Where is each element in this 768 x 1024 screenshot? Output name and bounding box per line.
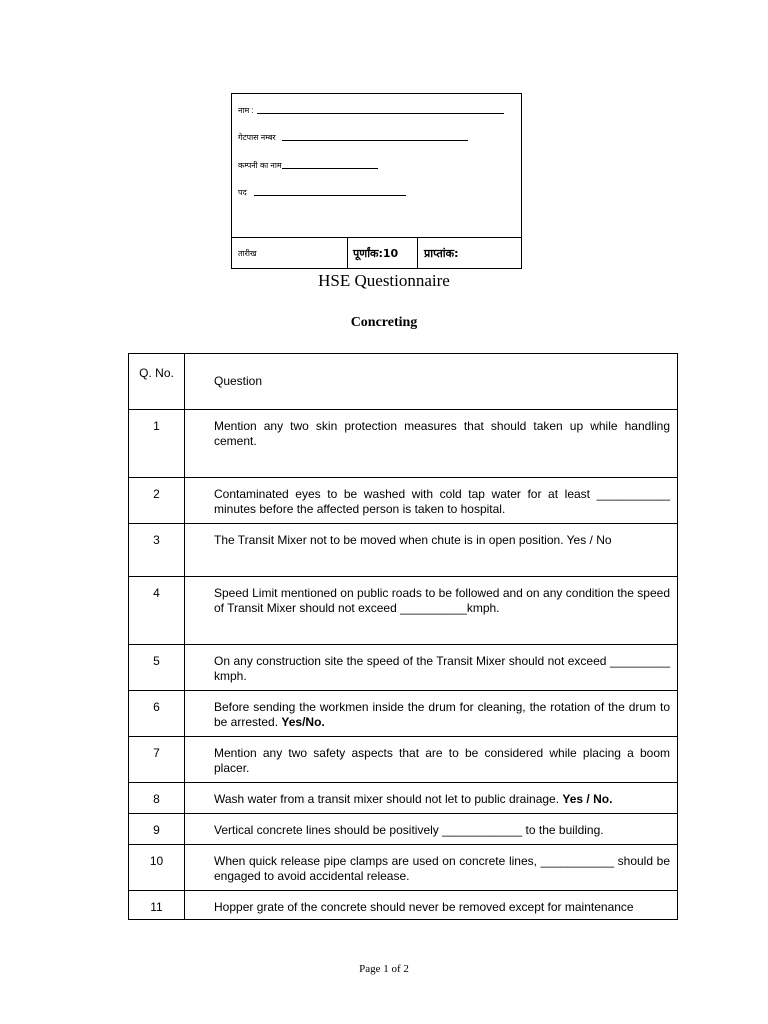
obtained-marks: प्राप्तांक: xyxy=(424,246,459,260)
table-header-row xyxy=(129,354,678,410)
question-text-main: Wash water from a transit mixer should not let to public drainage. xyxy=(214,792,560,806)
table-row xyxy=(129,691,678,737)
table-row xyxy=(129,783,678,814)
table-row xyxy=(129,524,678,577)
question-text-main: Before sending the workmen inside the drum for cleaning, the rotation of the drum to be arrested. xyxy=(214,700,670,729)
name-blank xyxy=(257,113,504,114)
section-title: Concreting xyxy=(350,315,418,330)
table-row xyxy=(129,814,678,845)
question-number: 4 xyxy=(129,577,185,645)
header-question: Question xyxy=(185,354,678,410)
question-text: The Transit Mixer not to be moved when chute is in open position. Yes / No xyxy=(185,524,678,577)
question-number: 8 xyxy=(129,783,185,814)
company-blank xyxy=(282,168,378,169)
question-text: On any construction site the speed of the Transit Mixer should not exceed _________ kmph. xyxy=(185,645,678,691)
company-label: कम्पनी का नाम xyxy=(238,161,282,170)
question-text xyxy=(185,691,678,737)
marks-row xyxy=(232,237,521,268)
gatepass-label: गेटपास नम्बर xyxy=(238,133,276,142)
total-marks: पूर्णांक:10 xyxy=(348,238,418,268)
name-label: नाम : xyxy=(238,106,254,115)
question-text: When quick release pipe clamps are used on concrete lines, ___________ should be engaged to avoid accidental release. xyxy=(185,845,678,891)
question-number: 2 xyxy=(129,478,185,524)
date-label: तारीख xyxy=(232,238,348,268)
table-row xyxy=(129,410,678,478)
candidate-info-box xyxy=(231,93,522,269)
page-number: Page 1 of 2 xyxy=(359,963,409,975)
designation-label: पद xyxy=(238,188,247,197)
question-text: Contaminated eyes to be washed with cold tap water for at least ___________ minutes before the affected person is taken to hospital. xyxy=(185,478,678,524)
question-number: 7 xyxy=(129,737,185,783)
question-text xyxy=(185,783,678,814)
question-text: Mention any two skin protection measures that should taken up while handling cement. xyxy=(185,410,678,478)
table-row xyxy=(129,891,678,920)
gatepass-blank xyxy=(282,140,468,141)
page-title: HSE Questionnaire xyxy=(318,271,450,290)
table-row xyxy=(129,845,678,891)
gatepass-line xyxy=(238,131,468,143)
company-line xyxy=(238,159,378,171)
question-number: 10 xyxy=(129,845,185,891)
designation-blank xyxy=(254,195,406,196)
header-qno: Q. No. xyxy=(129,354,185,410)
table-row xyxy=(129,478,678,524)
answer-options: Yes/No. xyxy=(281,715,325,729)
questions-table xyxy=(128,353,678,920)
table-row xyxy=(129,645,678,691)
question-text: Speed Limit mentioned on public roads to be followed and on any condition the speed of Transit Mixer should not exceed __________kmph. xyxy=(185,577,678,645)
question-text: Vertical concrete lines should be positively ____________ to the building. xyxy=(185,814,678,845)
question-number: 6 xyxy=(129,691,185,737)
answer-options: Yes / No. xyxy=(562,792,613,806)
question-number: 1 xyxy=(129,410,185,478)
table-row xyxy=(129,577,678,645)
question-text: Mention any two safety aspects that are to be considered while placing a boom placer. xyxy=(185,737,678,783)
question-text: Hopper grate of the concrete should never be removed except for maintenance xyxy=(185,891,678,920)
name-line xyxy=(238,104,504,116)
table-row xyxy=(129,737,678,783)
question-number: 5 xyxy=(129,645,185,691)
question-number: 9 xyxy=(129,814,185,845)
designation-line xyxy=(238,186,406,198)
question-number: 11 xyxy=(129,891,185,920)
question-number: 3 xyxy=(129,524,185,577)
